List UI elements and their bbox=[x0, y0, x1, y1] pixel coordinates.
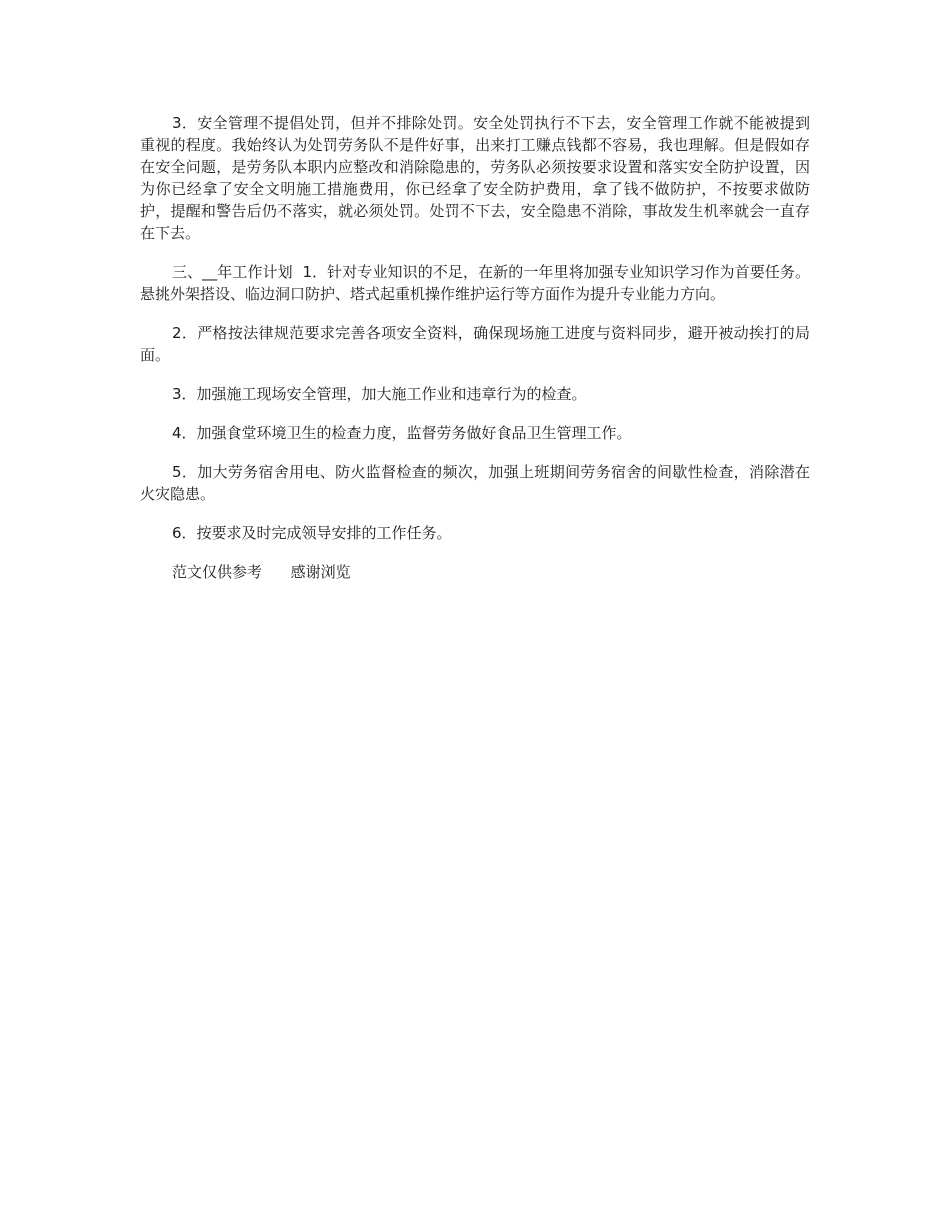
paragraph-plan-item-5: 5．加大劳务宿舍用电、防火监督检查的频次，加强上班期间劳务宿舍的间歇性检查，消除潜在火灾隐患。 bbox=[140, 463, 810, 503]
paragraph-work-plan-heading: 三、__年工作计划 1．针对专业知识的不足，在新的一年里将加强专业知识学习作为首要任务。悬挑外架搭设、临边洞口防护、塔式起重机操作维护运行等方面作为提升专业能力方向。 bbox=[140, 263, 810, 303]
document-page bbox=[140, 112, 810, 600]
paragraph-plan-item-3: 3．加强施工现场安全管理，加大施工作业和违章行为的检查。 bbox=[172, 385, 587, 403]
paragraph-plan-item-6: 6．按要求及时完成领导安排的工作任务。 bbox=[172, 524, 452, 542]
paragraph-plan-item-2: 2．严格按法律规范要求完善各项安全资料，确保现场施工进度与资料同步，避开被动挨打的局面。 bbox=[140, 324, 810, 364]
paragraph-safety-penalty: 3．安全管理不提倡处罚，但并不排除处罚。安全处罚执行不下去，安全管理工作就不能被提到重视的程度。我始终认为处罚劳务队不是件好事，出来打工赚点钱都不容易，我也理解。但是假如存在安全问题，是劳务队本职内应整改和消除隐患的，劳务队必须按要求设置和落实安全防护设置，因为你已经拿了安全文明施工措施费用，你已经拿了安全防护费用，拿了钱不做防护，不按要求做防护，提醒和警告后仍不落实，就必须处罚。处罚不下去，安全隐患不消除，事故发生机率就会一直存在下去。 bbox=[140, 114, 810, 242]
closing-note: 范文仅供参考 感谢浏览 bbox=[172, 563, 351, 581]
paragraph-plan-item-4: 4．加强食堂环境卫生的检查力度，监督劳务做好食品卫生管理工作。 bbox=[172, 424, 632, 442]
